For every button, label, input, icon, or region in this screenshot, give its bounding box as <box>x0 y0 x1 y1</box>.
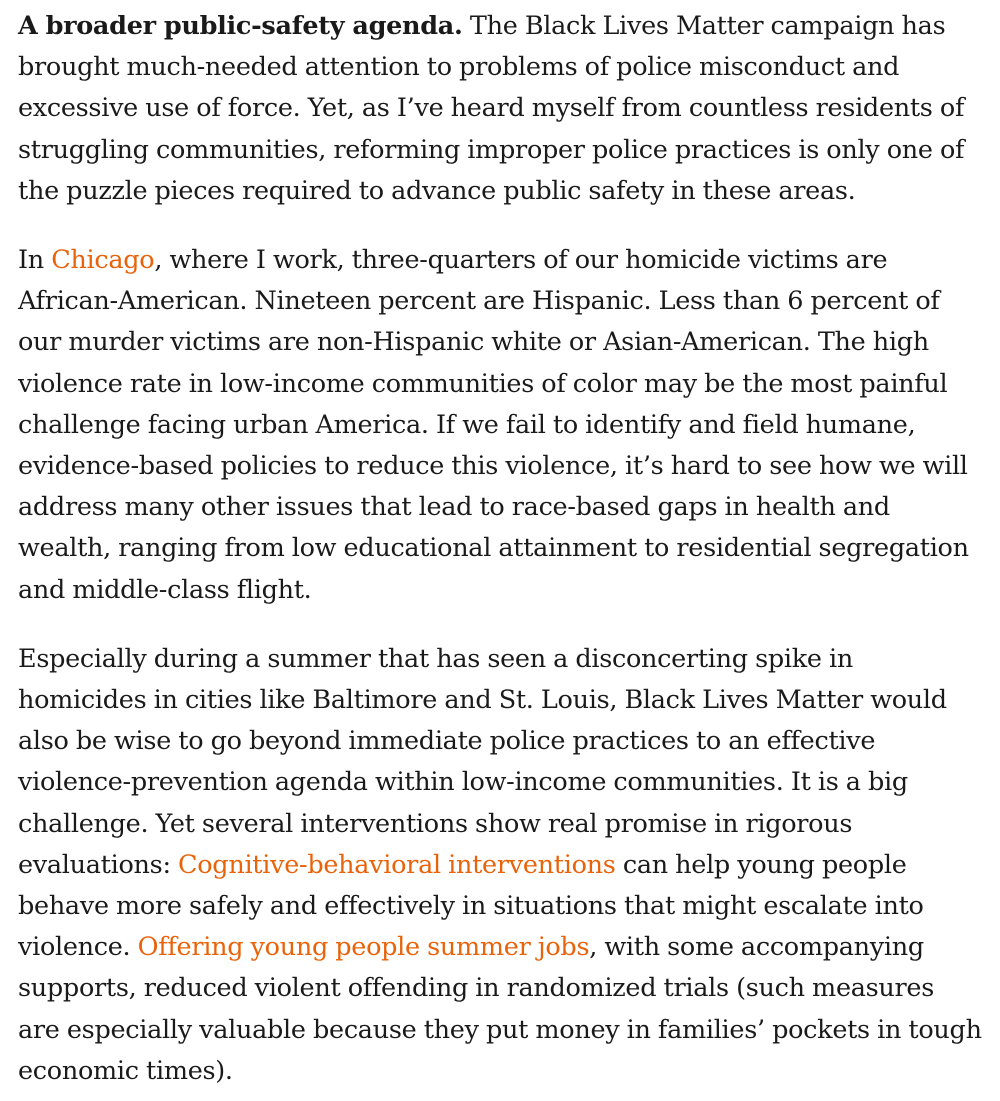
chicago-link[interactable]: Chicago <box>51 245 155 276</box>
paragraph-text: , with some accompanying supports, reduced violent offending in randomized trials (such measures are especially valuable because they put money in families’ pockets in tough economic times). <box>18 932 982 1086</box>
summer-jobs-link[interactable]: Offering young people summer jobs <box>137 932 590 963</box>
paragraph-violence-prevention <box>18 639 982 1092</box>
paragraph-text: In <box>18 245 52 276</box>
paragraph-public-safety-agenda <box>18 6 982 212</box>
paragraph-chicago-homicides <box>18 240 982 611</box>
paragraph-text: Especially during a summer that has seen a disconcerting spike in homicides in cities like Baltimore and St. Louis, Black Lives Matter would also be wise to go beyond immediate police practices to an effective violence-prevention agenda within low-income communities. It is a big challenge. Yet several interventions show real promise in rigorous evaluations: <box>18 643 947 880</box>
paragraph-lead-heading: A broader public-safety agenda. <box>18 11 463 41</box>
paragraph-text: The Black Lives Matter campaign has brought much-needed attention to problems of police misconduct and excessive use of force. Yet, as I’ve heard myself from countless residents of struggling communities, reforming improper police practices is only one of the puzzle pieces required to advance public safety in these areas. <box>18 11 965 206</box>
cognitive-behavioral-interventions-link[interactable]: Cognitive-behavioral interventions <box>178 849 616 880</box>
paragraph-text: , where I work, three-quarters of our homicide victims are African-American. Nineteen percent are Hispanic. Less than 6 percent of our murder victims are non-Hispanic white or Asian-American. The high violence rate in low-income communities of color may be the most painful challenge facing urban America. If we fail to identify and field humane, evidence-based policies to reduce this violence, it’s hard to see how we will address many other issues that lead to race-based gaps in health and wealth, ranging from low educational attainment to residential segregation and middle-class flight. <box>18 245 969 605</box>
paragraph-text: can help young people behave more safely and effectively in situations that might escalate into violence. <box>18 849 924 963</box>
